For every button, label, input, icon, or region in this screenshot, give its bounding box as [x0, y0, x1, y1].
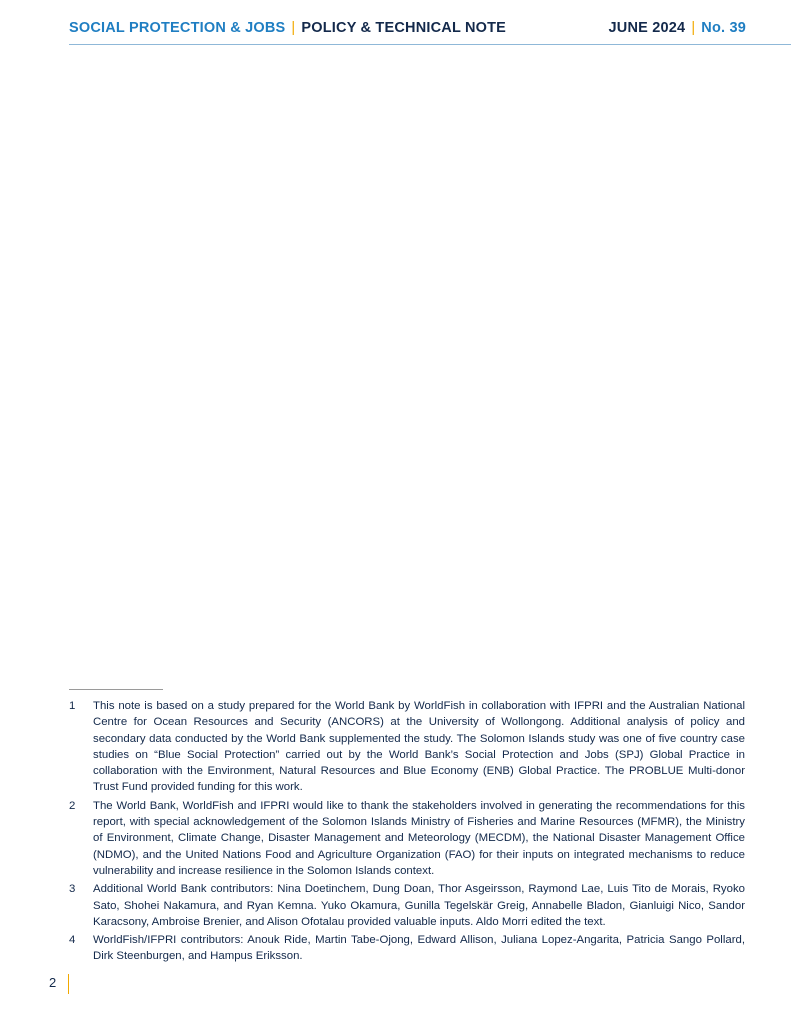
footnote-rule	[69, 689, 163, 690]
header-separator-right: |	[691, 20, 696, 36]
header-right	[609, 20, 746, 36]
footnote-number: 1	[69, 700, 76, 712]
issue-number: No. 39	[701, 20, 746, 36]
footnote	[69, 881, 745, 930]
page-header	[69, 20, 791, 45]
footnote-text: This note is based on a study prepared for the World Bank by WorldFish in collaboration with IFPRI and the Australian National Centre for Ocean Resources and Security (ANCORS) at the University of Wollongong. Additional analysis of policy and secondary data conducted by the World Bank supplemented the study. The Solomon Islands study was one of five country case studies on “Blue Social Protection” carried out by the World Bank’s Social Protection and Jobs (SPJ) Global Practice in collaboration with the Environment, Natural Resources and Blue Economy (ENB) Global Practice. The PROBLUE Multi-donor Trust Fund provided funding for this work.	[93, 700, 745, 794]
footnote-number: 4	[69, 934, 76, 947]
document-type: POLICY & TECHNICAL NOTE	[301, 20, 507, 36]
footnote	[69, 798, 745, 879]
page-number: 2	[49, 975, 57, 990]
publication-date: JUNE 2024	[608, 20, 686, 36]
footnote	[69, 932, 745, 965]
footnote-text: Additional World Bank contributors: Nina Doetinchem, Dung Doan, Thor Asgeirsson, Raymond Lae, Luis Tito de Morais, Ryoko Sato, Shohei Nakamura, and Ryan Kemna. Yuko Okamura, Gunilla Tegelskär Greig, Annabelle Bladon, Gianluigi Nico, Sandor Karacsony, Ambroise Brenier, and Alison Ofotalau provided valuable inputs. Aldo Morri edited the text.	[93, 883, 745, 928]
footnotes	[69, 698, 745, 967]
header-left	[69, 20, 506, 36]
footnote-text: WorldFish/IFPRI contributors: Anouk Ride, Martin Tabe-Ojong, Edward Allison, Juliana Lopez-Angarita, Patricia Sango Pollard, Dirk Steenburgen, and Hampus Eriksson.	[93, 934, 745, 963]
footnote-number: 2	[69, 799, 76, 812]
footnote	[69, 698, 745, 796]
footnote-number: 3	[69, 883, 76, 896]
footnote-text: The World Bank, WorldFish and IFPRI would like to thank the stakeholders involved in generating the recommendations for this report, with special acknowledgement of the Solomon Islands Ministry of Fisheries and Marine Resources (MFMR), the Ministry of Environment, Climate Change, Disaster Management and Meteorology (MECDM), the National Disaster Management Office (NDMO), and the United Nations Food and Agriculture Organization (FAO) for their inputs on integrated mechanisms to reduce vulnerability and increase resilience in the Solomon Islands context.	[93, 799, 745, 877]
page-number-bar	[68, 974, 69, 994]
series-title: SOCIAL PROTECTION & JOBS	[69, 20, 286, 36]
header-separator: |	[291, 20, 296, 36]
